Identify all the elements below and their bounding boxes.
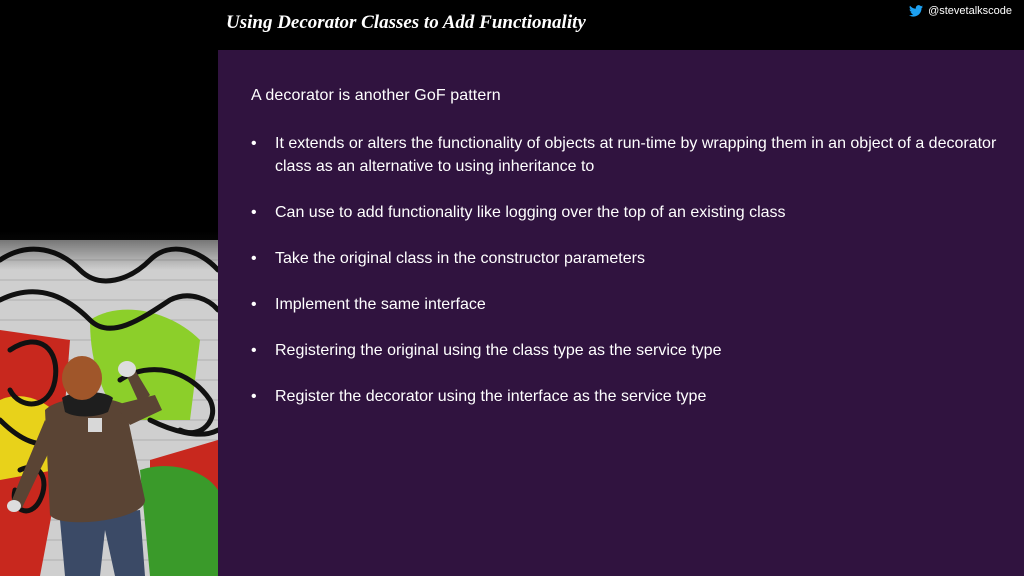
bullet-item: • Register the decorator using the interface as the service type [251, 385, 1001, 408]
slide-title: Using Decorator Classes to Add Functionality [226, 12, 586, 33]
intro-text: A decorator is another GoF pattern [251, 87, 501, 104]
bullet-item: • Registering the original using the class type as the service type [251, 339, 1001, 362]
twitter-handle[interactable] [909, 5, 1012, 17]
bullet-item: • It extends or alters the functionality of objects at run-time by wrapping them in an object of a decorator class as an alternative to using inheritance to [251, 132, 1001, 178]
twitter-bird-icon [909, 5, 923, 17]
bullet-item: • Can use to add functionality like logging over the top of an existing class [251, 201, 1001, 224]
graffiti-illustration [0, 0, 218, 576]
handle-text: @stevetalkscode [928, 5, 1012, 17]
bullet-item: • Take the original class in the constructor parameters [251, 247, 1001, 270]
bullet-list [251, 132, 1001, 431]
graffiti-photo [0, 0, 218, 576]
bullet-item: • Implement the same interface [251, 293, 1001, 316]
